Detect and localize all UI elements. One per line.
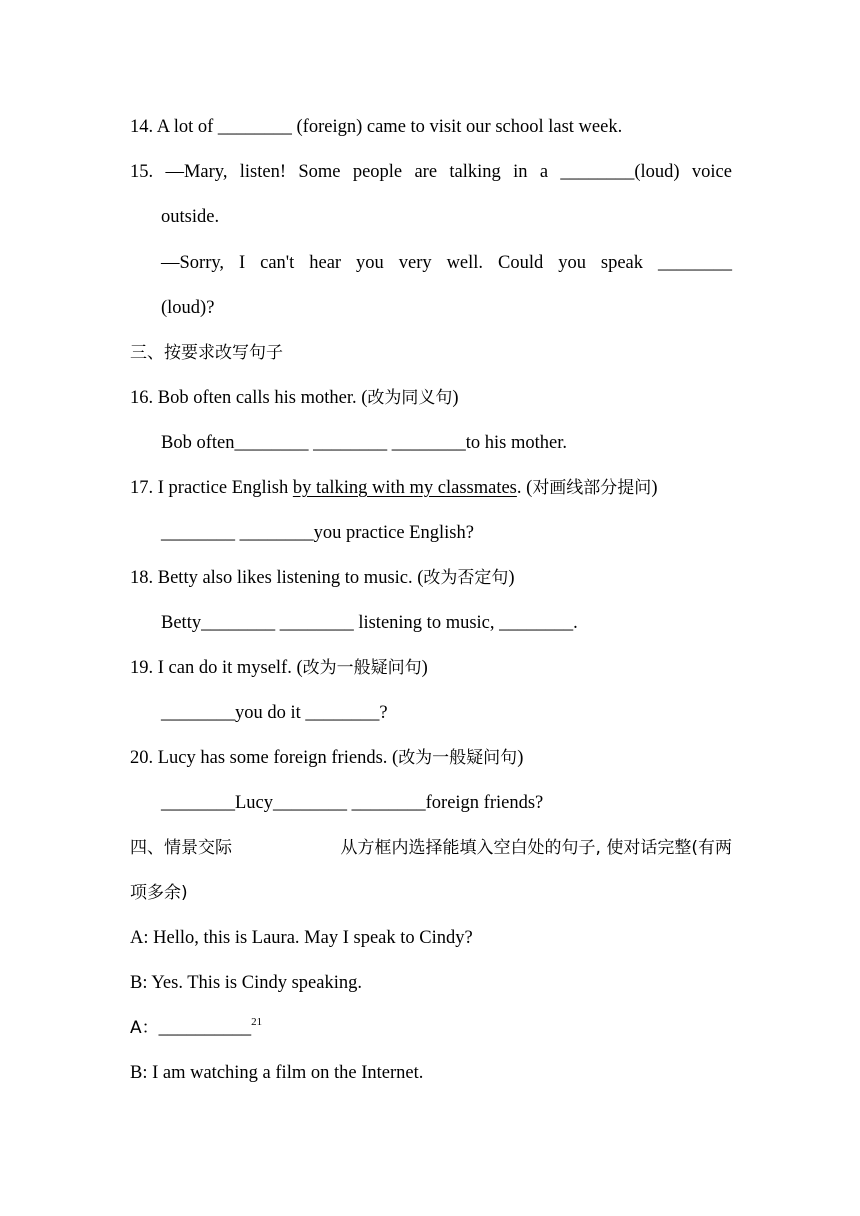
q15-word: ________(loud) [560,162,680,182]
q15-word: very [398,253,432,273]
dialogue-line-a2 [130,1016,732,1040]
underlined-phrase: by talking with my classmates [292,478,517,498]
paren: ) [651,478,658,498]
question-14 [130,115,732,139]
instruction: 对画线部分提问 [532,478,652,498]
question-18-answer [161,611,732,635]
question-16-answer [161,431,732,455]
dialogue-line-b2 [130,1061,732,1085]
speaker-label: A： [130,1018,159,1038]
section-heading: 四、情景交际 [130,838,232,858]
question-19-answer [161,701,732,725]
q15-continuation: (loud)? [161,298,215,318]
q15-word: can't [260,253,295,273]
instruction: 改为同义句 [367,388,453,408]
paren: ) [421,658,428,678]
section-4-heading-line-2 [130,881,732,905]
answer-blank-line: Betty________ ________ listening to music, ________. [161,613,578,633]
q15-word: —Mary, [165,162,228,182]
question-17-answer [161,521,732,545]
q15-word: are [414,162,438,182]
q15-word: hear [309,253,342,273]
q15-word: talking [449,162,501,182]
question-17 [130,476,732,500]
q15-word: you [356,253,384,273]
answer-blank-line: ________Lucy________ ________foreign friends? [161,793,544,813]
q15-word: a [539,162,549,182]
section-instruction: 项多余) [130,883,188,903]
q15-word: well. [446,253,484,273]
q15-word: ________ [657,253,732,273]
instruction: 改为否定句 [423,568,509,588]
q15-word: listen! [239,162,287,182]
section-4-heading [130,836,732,860]
instruction: 改为一般疑问句 [302,658,422,678]
question-15-line-2 [161,205,732,229]
blank-number: 21 [251,1016,263,1028]
question-text: . ( [516,478,533,498]
instruction: 改为一般疑问句 [398,748,518,768]
section-heading: 三、按要求改写句子 [130,343,283,363]
q15-word: Some [298,162,341,182]
paren: ) [517,748,524,768]
question-text: 18. Betty also likes listening to music. ( [130,568,424,588]
question-19 [130,656,732,680]
section-3-heading [130,341,732,365]
q15-word: 15. [130,162,154,182]
question-text: 19. I can do it myself. ( [130,658,303,678]
q15-word: Could [498,253,544,273]
question-15-line-3 [161,251,732,275]
dialogue-line-a1 [130,926,732,950]
answer-blank-line: ________ ________you practice English? [161,523,474,543]
dialogue-text: B: I am watching a film on the Internet. [130,1063,424,1083]
question-text: 20. Lucy has some foreign friends. ( [130,748,399,768]
question-20 [130,746,732,770]
q15-word: people [352,162,403,182]
q15-word: voice [691,162,732,182]
q15-word: —Sorry, [161,253,225,273]
question-14-text: 14. A lot of ________ (foreign) came to visit our school last week. [130,117,623,137]
paren: ) [508,568,515,588]
question-15-line-1 [130,160,732,184]
question-text: 16. Bob often calls his mother. ( [130,388,368,408]
paren: ) [452,388,459,408]
question-18 [130,566,732,590]
answer-blank-line: ________you do it ________? [161,703,388,723]
q15-word: speak [600,253,644,273]
answer-blank-line: Bob often________ ________ ________to his mother. [161,433,567,453]
q15-continuation: outside. [161,207,220,227]
dialogue-line-b1 [130,971,732,995]
question-text: 17. I practice English [130,478,293,498]
question-16 [130,386,732,410]
dialogue-text: B: Yes. This is Cindy speaking. [130,973,362,993]
question-15-line-4 [161,296,732,320]
answer-blank: __________ [158,1018,252,1038]
q15-word: in [513,162,528,182]
q15-word: you [558,253,586,273]
q15-word: I [239,253,246,273]
section-instruction: 从方框内选择能填入空白处的句子, 使对话完整(有两 [340,838,732,858]
question-20-answer [161,791,732,815]
dialogue-text: A: Hello, this is Laura. May I speak to Cindy? [130,928,473,948]
